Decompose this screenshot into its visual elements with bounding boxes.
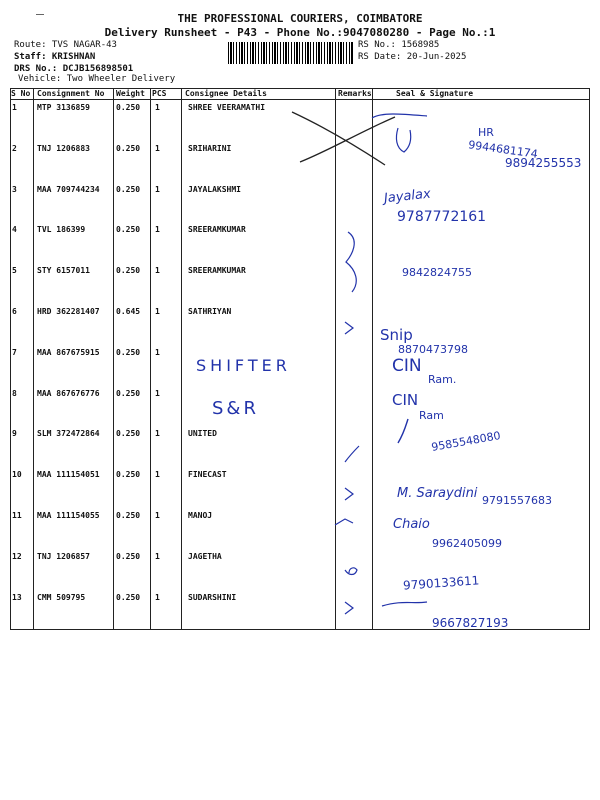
hw-ram: Ram <box>419 409 444 422</box>
cross-stroke-2 <box>300 117 395 162</box>
hw-phone: 9790133611 <box>402 573 480 593</box>
vehicle-label: Vehicle: Two Wheeler Delivery <box>18 74 176 84</box>
row-weight: 0.250 <box>116 511 141 520</box>
hw-phone: 8870473798 <box>398 343 468 356</box>
row-consignee: SUDARSHINI <box>188 593 237 602</box>
row-weight: 0.250 <box>116 429 141 438</box>
row-weight: 0.250 <box>116 144 141 153</box>
row-sno: 10 <box>12 470 22 479</box>
scribble-stroke <box>345 446 359 462</box>
row-sno: 5 <box>12 266 17 275</box>
row-consignment: SLM 372472864 <box>37 429 100 438</box>
rs-date: RS Date: 20-Jun-2025 <box>358 52 467 62</box>
row-pcs: 1 <box>155 103 160 112</box>
row-pcs: 1 <box>155 429 160 438</box>
row-weight: 0.250 <box>116 552 141 561</box>
hw-name: S&R <box>212 398 259 419</box>
scribble-stroke <box>372 114 427 118</box>
row-sno: 1 <box>12 103 17 112</box>
hw-sign: Snip <box>380 326 413 344</box>
row-consignee: SREERAMKUMAR <box>188 266 246 275</box>
row-sno: 13 <box>12 593 22 602</box>
row-pcs: 1 <box>155 144 160 153</box>
company-title: THE PROFESSIONAL COURIERS, COIMBATORE <box>177 12 423 25</box>
hw-note: HR <box>478 126 494 139</box>
route-label: Route: TVS NAGAR-43 <box>14 40 117 50</box>
row-consignment: TNJ 1206883 <box>37 144 90 153</box>
row-pcs: 1 <box>155 389 160 398</box>
row-pcs: 1 <box>155 266 160 275</box>
row-consignment: TNJ 1206857 <box>37 552 90 561</box>
row-weight: 0.250 <box>116 593 141 602</box>
row-consignment: CMM 509795 <box>37 593 86 602</box>
row-consignment: MAA 111154055 <box>37 511 100 520</box>
row-weight: 0.250 <box>116 266 141 275</box>
row-consignee: SRIHARINI <box>188 144 232 153</box>
row-weight: 0.250 <box>116 470 141 479</box>
hw-phone: 9894255553 <box>505 156 582 170</box>
tick-stroke <box>345 602 353 614</box>
hw-phone: 9962405099 <box>432 537 502 550</box>
row-consignment: MAA 867676776 <box>37 389 100 398</box>
col-pcs: PCS <box>152 89 167 98</box>
row-sno: 8 <box>12 389 17 398</box>
row-consignment: HRD 362281407 <box>37 307 100 316</box>
hw-sign: Chaio <box>393 517 430 532</box>
row-pcs: 1 <box>155 348 160 357</box>
hw-name: Jayalax <box>383 186 432 207</box>
col-weight: Weight <box>116 89 145 98</box>
row-consignee: MANOJ <box>188 511 213 520</box>
drs-label: DRS No.: DCJB156898501 <box>14 64 134 74</box>
row-sno: 2 <box>12 144 17 153</box>
row-sno: 4 <box>12 225 17 234</box>
row-sno: 7 <box>12 348 17 357</box>
brace-stroke <box>346 232 356 292</box>
hw-cin: CIN <box>392 356 422 376</box>
scribble-stroke <box>335 519 353 525</box>
col-cons: Consignment No <box>37 89 105 98</box>
row-sno: 9 <box>12 429 17 438</box>
row-pcs: 1 <box>155 185 160 194</box>
row-weight: 0.250 <box>116 103 141 112</box>
hw-phone: 9791557683 <box>482 494 552 507</box>
hw-phone: 9667827193 <box>432 616 509 630</box>
row-consignment: MAA 111154051 <box>37 470 100 479</box>
hw-phone: 9585548080 <box>430 429 502 454</box>
hw-name: SHIFTER <box>196 356 291 375</box>
tick-stroke <box>345 488 353 500</box>
scribble-stroke <box>396 128 410 152</box>
row-consignee: FINECAST <box>188 470 227 479</box>
hw-phone: 9944681174 <box>467 138 539 161</box>
row-consignment: STY 6157011 <box>37 266 90 275</box>
col-consignee: Consignee Details <box>185 89 267 98</box>
row-consignee: SREERAMKUMAR <box>188 225 246 234</box>
staff-label: Staff: KRISHNAN <box>14 52 96 62</box>
col-seal: Seal & Signature <box>396 89 474 98</box>
scribble-stroke <box>382 602 427 606</box>
col-sno: S No <box>11 89 31 98</box>
row-pcs: 1 <box>155 511 160 520</box>
row-sno: 3 <box>12 185 17 194</box>
hw-phone: 9787772161 <box>397 209 487 225</box>
row-consignee: SHREE VEERAMATHI <box>188 103 266 112</box>
row-consignee: UNITED <box>188 429 217 438</box>
row-pcs: 1 <box>155 307 160 316</box>
hw-cin: CIN <box>392 391 419 409</box>
row-consignment: TVL 186399 <box>37 225 86 234</box>
row-consignee: SATHRIYAN <box>188 307 232 316</box>
row-pcs: 1 <box>155 470 160 479</box>
row-weight: 0.250 <box>116 348 141 357</box>
cross-stroke-1 <box>292 112 385 165</box>
row-weight: 0.250 <box>116 225 141 234</box>
row-pcs: 1 <box>155 593 160 602</box>
row-weight: 0.250 <box>116 185 141 194</box>
row-sno: 12 <box>12 552 22 561</box>
row-pcs: 1 <box>155 225 160 234</box>
hw-phone: 9842824755 <box>402 266 472 279</box>
row-consignment: MAA 867675915 <box>37 348 100 357</box>
scribble-stroke <box>345 568 357 575</box>
runsheet-subtitle: Delivery Runsheet - P43 - Phone No.:9047080280 - Page No.:1 <box>104 26 496 39</box>
col-remarks: Remarks <box>338 89 372 98</box>
row-weight: 0.250 <box>116 389 141 398</box>
row-pcs: 1 <box>155 552 160 561</box>
tick-stroke <box>345 322 353 334</box>
scribble-stroke <box>398 419 408 443</box>
row-weight: 0.645 <box>116 307 141 316</box>
row-consignee: JAYALAKSHMI <box>188 185 241 194</box>
hw-sign: M. Saraydini <box>397 486 478 501</box>
rs-number: RS No.: 1568985 <box>358 40 440 50</box>
row-sno: 11 <box>12 511 22 520</box>
row-consignee: JAGETHA <box>188 552 222 561</box>
row-sno: 6 <box>12 307 17 316</box>
row-consignment: MAA 709744234 <box>37 185 100 194</box>
row-consignment: MTP 3136859 <box>37 103 90 112</box>
hw-ram: Ram. <box>428 373 457 386</box>
